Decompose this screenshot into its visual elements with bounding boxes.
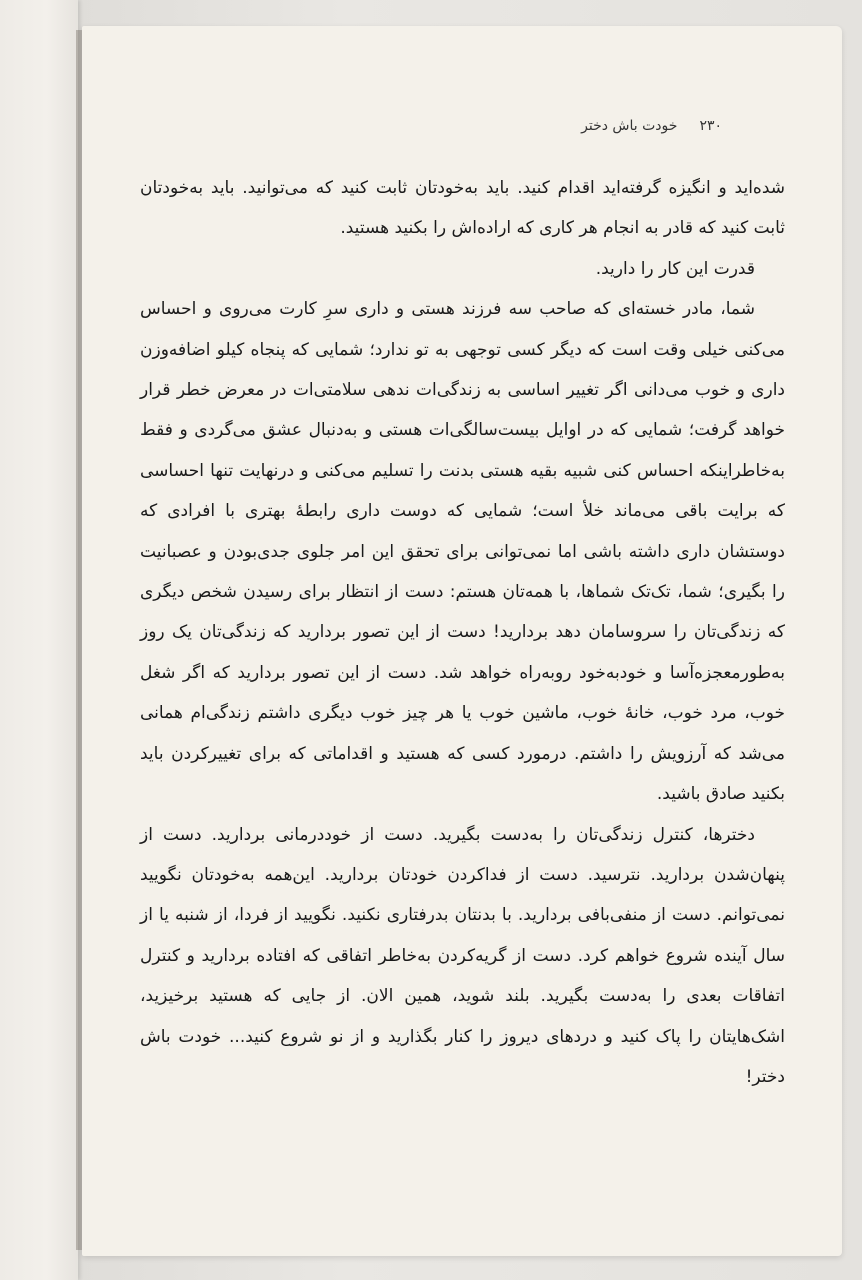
book-page	[82, 26, 842, 1256]
running-title: خودت باش دختر	[581, 118, 678, 134]
left-page-edge	[0, 0, 78, 1280]
paragraph-2: قدرت این کار را دارید.	[595, 258, 755, 279]
paragraph-1: شده‌اید و انگیزه گرفته‌اید اقدام کنید. باید به‌خودتان ثابت کنید که می‌توانید. باید به‌خودتان ثابت کنید که قادر به انجام هر کاری که اراده‌اش را بکنید هستید.	[140, 178, 785, 239]
running-header	[581, 118, 722, 134]
page-number: ۲۳۰	[699, 118, 722, 134]
paragraph-4: دخترها، کنترل زندگی‌تان را به‌دست بگیرید. دست از خوددرمانی بردارید. دست از پنهان‌شدن بردارید. نترسید. دست از فداکردن خودتان بردارید. این‌همه به‌خودتان نگویید نمی‌توانم. دست از منفی‌بافی بردارید. با بدنتان بدرفتاری نکنید. نگویید از فردا، از شنبه یا از سال آینده شروع خواهم کرد. دست از گریه‌کردن به‌خاطر اتفاقی که افتاده بردارید و کنترل اتفاقات بعدی را به‌دست بگیرید. بلند شوید، همین الان. از جایی که هستید برخیزید، اشک‌هایتان را پاک کنید و دردهای دیروز را کنار بگذارید و از نو شروع کنید... خودت باش دختر!	[140, 824, 785, 1087]
paragraph-3: شما، مادر خسته‌ای که صاحب سه فرزند هستی و داری سرِ کارت می‌روی و احساس می‌کنی خیلی وقت است که دیگر کسی توجهی به تو ندارد؛ شمایی که پنجاه کیلو اضافه‌وزن داری و خوب می‌دانی اگر تغییر اساسی به زندگی‌ات ندهی سلامتی‌ات در معرض خطر قرار خواهد گرفت؛ شمایی که در اوایل بیست‌سالگی‌ات هستی و به‌دنبال عشق می‌گردی و فقط به‌خاطراینکه احساس کنی شبیه بقیه هستی بدنت را تسلیم می‌کنی و درنهایت تنها احساسی که برایت باقی می‌ماند خلأ است؛ شمایی که دوست داری رابطهٔ بهتری با افرادی که دوستشان داری داشته باشی اما نمی‌توانی برای تحقق این امر جلوی جدی‌بودن و عصبانیت را بگیری؛ شما، تک‌تک شماها، با همه‌تان هستم: دست از انتظار برای رسیدن شخص دیگری که زندگی‌تان را سروسامان دهد بردارید! دست از این تصور بردارید که زندگی‌تان یک روز به‌طورمعجزه‌آسا و خودبه‌خود روبه‌راه خواهد شد. دست از این تصور بردارید که اگر شغل خوب، مرد خوب، خانهٔ خوب، ماشین خوب یا هر چیز خوب دیگری داشتم زندگی‌ام همانی می‌شد که آرزویش را داشتم. درمورد کسی که هستید و اقداماتی که برای تغییرکردن باید بکنید صادق باشید.	[140, 299, 785, 805]
page-body	[140, 168, 785, 1097]
